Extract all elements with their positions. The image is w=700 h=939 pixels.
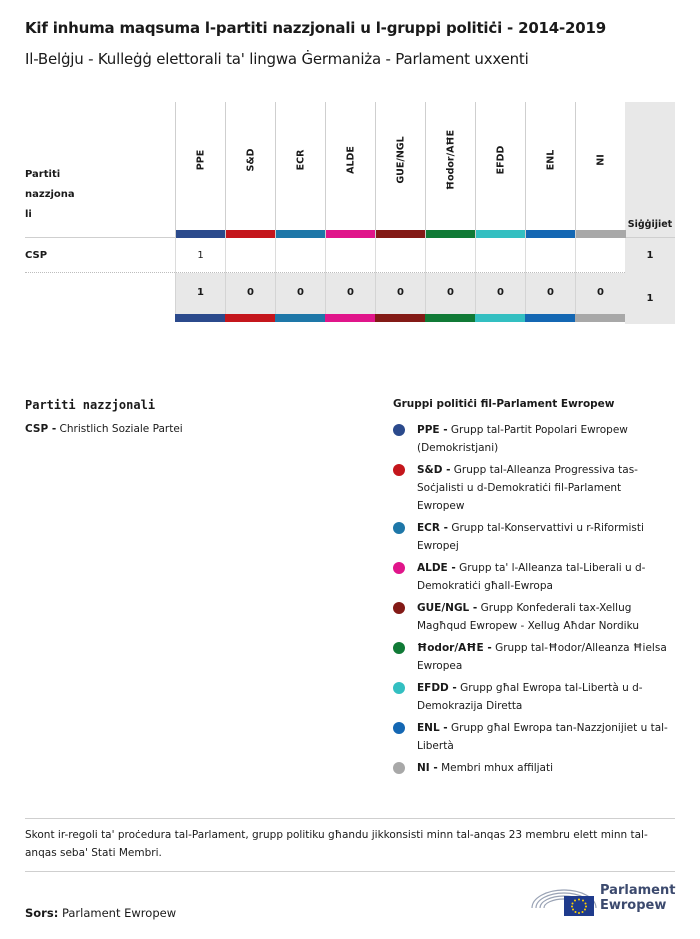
political-group-legend-item — [393, 421, 683, 457]
group-code: EFDD - — [417, 682, 457, 694]
group-color-bar — [476, 230, 526, 238]
seat-count-cell — [375, 238, 425, 273]
group-color-bar — [275, 314, 325, 322]
european-parliament-logo — [530, 880, 680, 920]
seat-count-cell — [425, 238, 475, 273]
group-column-header — [525, 102, 575, 238]
group-column-header — [475, 102, 525, 238]
group-color-bar — [226, 230, 276, 238]
group-code-label: ALDE — [345, 146, 356, 174]
group-color-bar — [175, 314, 225, 322]
political-group-legend-item — [393, 639, 683, 675]
group-color-bar — [325, 314, 375, 322]
group-color-bar — [526, 230, 576, 238]
logo-text-line1: Parlament — [600, 883, 676, 898]
group-column-header — [175, 102, 225, 238]
political-group-legend-item — [393, 759, 683, 777]
group-color-bar — [475, 314, 525, 322]
group-code-label: S&D — [245, 148, 256, 172]
group-description-line: Grupp ta' l-Alleanza tal-Liberali u d- — [459, 562, 646, 574]
seat-count-cell: 1 — [175, 238, 225, 273]
group-description-line: Membri mhux affiljati — [441, 762, 554, 774]
group-code: NI - — [417, 762, 438, 774]
group-description-line: Ewropej — [417, 540, 459, 552]
seat-count-cell — [575, 238, 625, 273]
group-column-header — [225, 102, 275, 238]
group-color-dot-icon — [393, 602, 405, 614]
group-description-line: Ewropea — [417, 660, 463, 672]
group-description-line: Grupp tal-Konservattivi u r-Riformisti — [451, 522, 644, 534]
political-groups-legend-title: Gruppi politiċi fil-Parlament Ewropew — [393, 398, 615, 410]
note-divider-top — [25, 818, 675, 819]
page-title: Kif inhuma maqsuma l-partiti nazzjonali u l-gruppi politiċi - 2014-2019 — [25, 19, 607, 37]
group-code: Ħodor/AĦE - — [417, 642, 492, 654]
row-seat-total: 1 — [625, 238, 675, 273]
group-total-cell: 0 — [525, 273, 575, 316]
group-code-label: NI — [595, 154, 606, 166]
rules-note: Skont ir-regoli ta' proċedura tal-Parlament, grupp politiku għandu jikkonsisti minn tal-anqas 23 membru elett minn tal- anqas seba' Stati Membri. — [25, 829, 648, 859]
group-column-header — [375, 102, 425, 238]
seat-count-cell — [525, 238, 575, 273]
group-color-bar — [525, 314, 575, 322]
group-description-line: Grupp tal-Alleanza Progressiva tas- — [453, 464, 638, 476]
party-row-label: CSP — [25, 250, 48, 261]
group-description-line: Demokrazija Diretta — [417, 700, 523, 712]
group-column-header — [575, 102, 625, 238]
group-color-dot-icon — [393, 722, 405, 734]
party-column-header: Partiti nazzjona li — [25, 169, 75, 220]
logo-text-line2: Ewropew — [600, 898, 667, 913]
group-description-line: Libertà — [417, 740, 454, 752]
group-code: PPE - — [417, 424, 448, 436]
seat-count-cell — [475, 238, 525, 273]
group-color-bar — [276, 230, 326, 238]
group-column-header — [275, 102, 325, 238]
group-color-dot-icon — [393, 464, 405, 476]
group-color-dot-icon — [393, 522, 405, 534]
group-code-label: ECR — [295, 149, 306, 171]
group-code-label: PPE — [195, 149, 206, 171]
group-color-dot-icon — [393, 762, 405, 774]
source-line: Sors: Parlament Ewropew — [25, 906, 177, 920]
group-color-dot-icon — [393, 682, 405, 694]
political-group-legend-item — [393, 599, 683, 635]
group-color-dot-icon — [393, 424, 405, 436]
group-description-line: (Demokristjani) — [417, 442, 499, 454]
group-color-bar — [376, 230, 426, 238]
seat-count-cell — [325, 238, 375, 273]
group-color-bar — [576, 230, 626, 238]
group-code-label: EFDD — [495, 145, 506, 175]
group-color-dot-icon — [393, 642, 405, 654]
distribution-table — [25, 102, 675, 324]
national-party-legend-item: CSP - Christlich Soziale Partei — [25, 423, 183, 435]
group-description-line: Magħqud Ewropew - Xellug Aħdar Nordiku — [417, 620, 639, 632]
group-code: GUE/NGL - — [417, 602, 478, 614]
note-divider-bottom — [25, 871, 675, 872]
totals-row — [175, 273, 625, 316]
group-total-cell: 0 — [325, 273, 375, 316]
group-code: ECR - — [417, 522, 448, 534]
seat-count-cell — [225, 238, 275, 273]
group-total-cell: 0 — [275, 273, 325, 316]
group-code-label: ENL — [545, 149, 556, 171]
group-color-bar — [575, 314, 625, 322]
group-code: S&D - — [417, 464, 451, 476]
group-description-line: Demokratiċi għall-Ewropa — [417, 580, 553, 592]
group-code-label: GUE/NGL — [395, 136, 406, 184]
political-group-legend-item — [393, 719, 683, 755]
group-description-line: Grupp tal-Ħodor/Alleanza Ħielsa — [495, 642, 667, 654]
page-subtitle: Il-Belġju - Kulleġġ elettorali ta' lingwa Ġermaniża - Parlament uxxenti — [25, 50, 529, 68]
group-total-cell: 0 — [225, 273, 275, 316]
political-group-legend-item — [393, 559, 683, 595]
group-color-bar — [375, 314, 425, 322]
group-column-header — [325, 102, 375, 238]
parliament-hemicycle-icon — [530, 880, 598, 920]
group-description-line: Grupp għal Ewropa tan-Nazzjonijiet u tal- — [451, 722, 668, 734]
group-color-bar — [425, 314, 475, 322]
group-description-line: Grupp għal Ewropa tal-Libertà u d- — [460, 682, 643, 694]
seats-column-header: Siġġijiet — [625, 102, 675, 238]
grand-total-seats: 1 — [625, 273, 675, 324]
national-parties-legend-title: Partiti nazzjonali — [25, 398, 156, 412]
group-color-bar — [326, 230, 376, 238]
political-group-legend-item — [393, 461, 683, 515]
group-total-cell: 0 — [475, 273, 525, 316]
political-group-legend-item — [393, 519, 683, 555]
group-color-dot-icon — [393, 562, 405, 574]
group-color-bar — [225, 314, 275, 322]
group-description-line: Ewropew — [417, 500, 465, 512]
group-description-line: Grupp Konfederali tax-Xellug — [480, 602, 632, 614]
group-column-header — [425, 102, 475, 238]
group-description-line: Grupp tal-Partit Popolari Ewropew — [450, 424, 628, 436]
seat-count-cell — [275, 238, 325, 273]
group-code: ENL - — [417, 722, 448, 734]
group-code: ALDE - — [417, 562, 456, 574]
group-color-bar — [176, 230, 226, 238]
group-total-cell: 0 — [425, 273, 475, 316]
group-total-cell: 0 — [375, 273, 425, 316]
political-group-legend-item — [393, 679, 683, 715]
group-color-bar — [426, 230, 476, 238]
group-description-line: Soċjalisti u d-Demokratiċi fil-Parlament — [417, 482, 622, 494]
group-code-label: Ħodor/AĦE — [445, 129, 456, 191]
group-total-cell: 1 — [175, 273, 225, 316]
group-total-cell: 0 — [575, 273, 625, 316]
